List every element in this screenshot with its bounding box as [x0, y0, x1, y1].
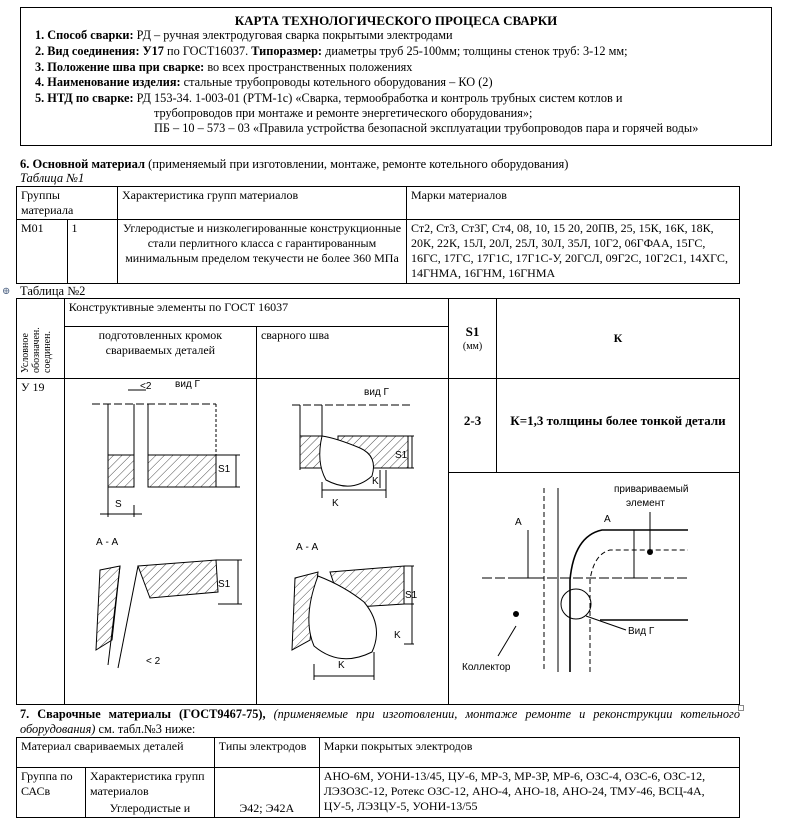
label-lt2-top: <2 [140, 381, 152, 392]
t1-header-marks: Марки материалов [407, 187, 740, 220]
t2-cell-k: К=1,3 толщины более тонкой детали [496, 379, 739, 473]
label-vid-g-1: вид Г [175, 379, 200, 390]
label-k-1: K [372, 476, 379, 487]
header-line-2: 2. Вид соединения: У17 по ГОСТ16037. Типоразмер: диаметры труб 25-100мм; толщины стенок труб: 3-12 мм; [35, 44, 628, 58]
table-move-handle-icon[interactable]: ⊕ [2, 286, 11, 297]
t2-header-edges: подготовленных кромок свариваемых деталей [64, 327, 256, 379]
t3-header-group: Группа по САСв [17, 768, 86, 818]
t2-header-seam: сварного шва [256, 327, 448, 379]
table-3-welding-materials [16, 737, 740, 818]
label-welded: привариваемый [614, 484, 689, 495]
t1-header-groups: Группы материала [17, 187, 118, 220]
t1-cell-characteristic: Углеродистые и низколегированные конструкционные стали перлитного класса с гарантированным минимальным пределом текучести не более 360 МПа [118, 220, 407, 284]
edges-section-drawing [96, 560, 242, 668]
t2-cell-code: У 19 [17, 379, 65, 705]
header-line-3: 3. Положение шва при сварке: во всех пространственных положениях [35, 60, 413, 74]
collector-marker [513, 611, 519, 617]
t3-cell-types: Э42; Э42А [214, 768, 319, 818]
label-a-1: А [515, 517, 522, 528]
t3-cell-marks: АНО-6М, УОНИ-13/45, ЦУ-6, МР-3, МР-3Р, МР-6, ОЗС-4, ОЗС-6, ОЗС-12, ЛЭЗОЗС-12, Ротекс ОЗС-12, АНО-4, АНО-18, АНО-24, ТМУ-46, ВСЦ-4А, ЦУ-5, ЛЭЗЦУ-5, УОНИ-13/55 [319, 768, 739, 818]
header-line-1: 1. Способ сварки: РД – ручная электродуговая сварка покрытыми электродами [35, 28, 453, 42]
label-aa-2: А - А [296, 542, 319, 553]
label-vid-g-2: вид Г [364, 387, 389, 398]
t2-header-cond: Условное обозначен. соединен. [17, 299, 65, 379]
t1-header-characteristic: Характеристика групп материалов [118, 187, 407, 220]
label-s: S [115, 499, 122, 510]
label-k-2: K [332, 498, 339, 509]
t1-cell-marks: Ст2, Ст3, Ст3Г, Ст4, 08, 10, 15 20, 20ПВ, 25, 15К, 16К, 18К, 20К, 22К, 15Л, 20Л, 25Л, 30Л, 35Л, 10Г2, 06ГФАА, 15ГС, 16ГС, 17ГС, 17Г1С, 17Г1С-У, 20ГСЛ, 09Г2С, 10Г2С1, 14ХГС, 14ГНМА, 16ГНМ, 16ГНМА [407, 220, 740, 284]
table-2-caption: Таблица №2 [20, 284, 86, 298]
t2-cell-s1: 2-3 [449, 379, 497, 473]
edges-joint-drawing [92, 390, 240, 517]
t2-header-s1: S1 (мм) [449, 299, 497, 379]
t2-header-elements: Конструктивные элементы по ГОСТ 16037 [64, 299, 448, 327]
label-element: элемент [626, 498, 665, 509]
t2-header-k: К [496, 299, 739, 379]
label-s1-2: S1 [395, 450, 408, 461]
header-line-4: 4. Наименование изделия: стальные трубопроводы котельного оборудования – КО (2) [35, 75, 493, 89]
label-aa-1: А - А [96, 537, 119, 548]
seam-section-drawing [292, 566, 414, 680]
t1-cell-code: М01 [17, 220, 68, 284]
label-collector: Коллектор [462, 662, 511, 673]
collector-drawing [482, 488, 690, 672]
table-1-caption: Таблица №1 [20, 171, 85, 185]
section-7-heading: 7. Сварочные материалы (ГОСТ9467-75), (применяемые при изготовлении, монтаже ремонте и реконструкции котельного оборудования) см. табл.№3 ниже: [20, 707, 741, 736]
label-a-2: А [604, 514, 611, 525]
label-vid-g-3: Вид Г [628, 626, 655, 637]
section-6-heading: 6. Основной материал (применяемый при изготовлении, монтаже, ремонте котельного оборудования) [20, 157, 569, 171]
welded-element-marker [647, 549, 653, 555]
document-title: КАРТА ТЕХНОЛОГИЧЕСКОГО ПРОЦЕСА СВАРКИ [234, 13, 558, 28]
header-line-5c: ПБ – 10 – 573 – 03 «Правила устройства безопасной эксплуатации трубопроводов пара и горячей воды» [154, 121, 699, 135]
label-k-3: K [394, 630, 401, 641]
label-s1-3: S1 [218, 579, 231, 590]
label-s1-1: S1 [218, 464, 231, 475]
label-lt2-bot: < 2 [146, 656, 161, 667]
t3-header-marks: Марки покрытых электродов [319, 738, 739, 768]
header-line-5b: трубопроводов при монтаже и ремонте энергетического оборудования»; [154, 106, 533, 120]
t3-header-char: Характеристика групп материалов Углеродистые и [86, 768, 215, 818]
t3-header-types: Типы электродов [214, 738, 319, 768]
t3-header-material: Материал свариваемых деталей [17, 738, 215, 768]
header-line-5: 5. НТД по сварке: РД 153-34. 1-003-01 (РТМ-1с) «Сварка, термообработка и контроль трубных систем котлов и [35, 91, 623, 105]
t1-cell-num: 1 [67, 220, 118, 284]
label-s1-4: S1 [405, 590, 418, 601]
label-k-4: K [338, 660, 345, 671]
